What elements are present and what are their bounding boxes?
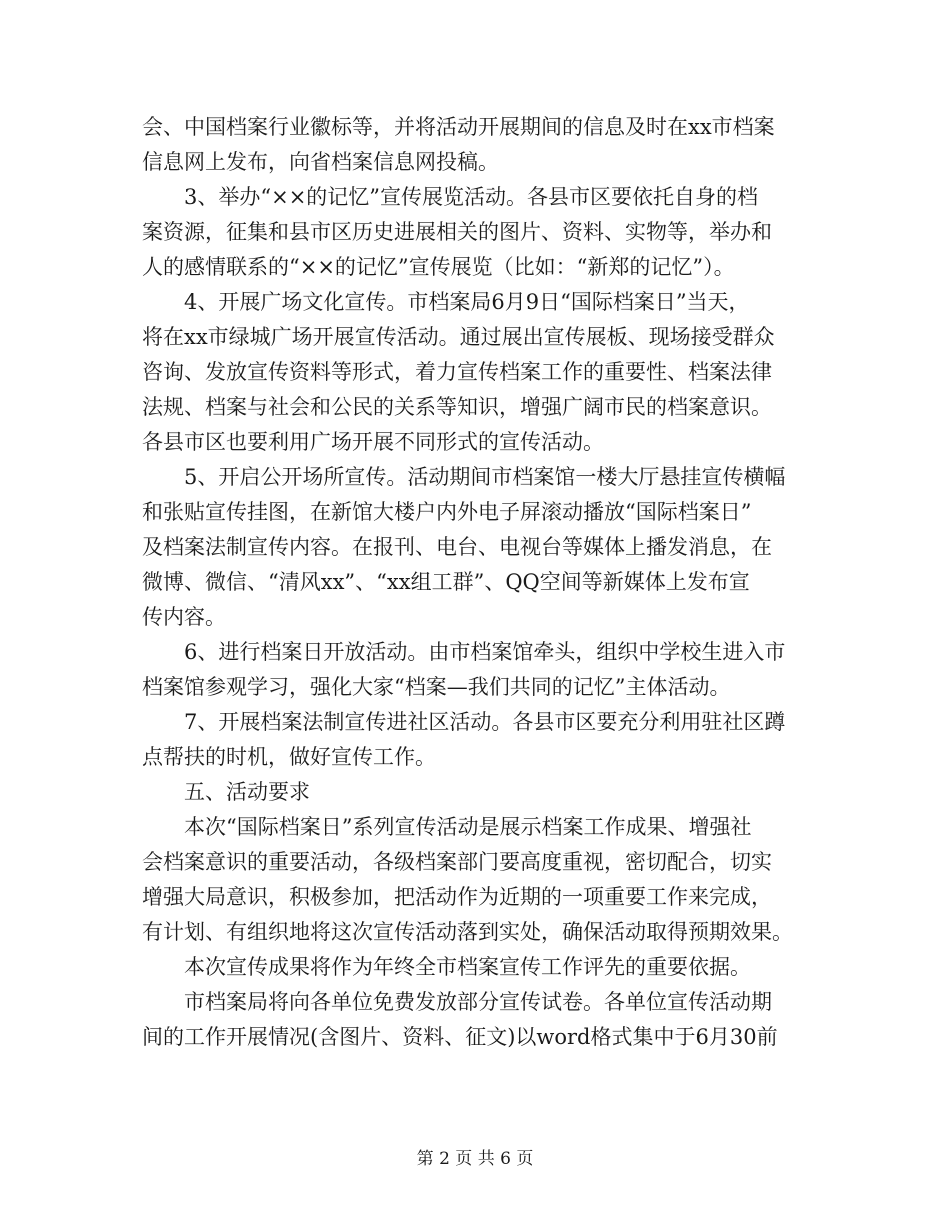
text-line: 法规、档案与社会和公民的关系等知识，增强广阔市民的档案意识。 bbox=[142, 395, 772, 419]
text-line: 4、开展广场文化宣传。市档案局6月9日“国际档案日”当天， bbox=[184, 290, 750, 314]
text-line: 间的工作开展情况(含图片、资料、征文)以word格式集中于6月30前 bbox=[142, 1025, 778, 1049]
text-line: 3、举办“××的记忆”宣传展览活动。各县市区要依托自身的档 bbox=[184, 185, 759, 209]
page-number-footer: 第 2 页 共 6 页 bbox=[416, 1149, 534, 1169]
text-line: 及档案法制宣传内容。在报刊、电台、电视台等媒体上播发消息，在 bbox=[142, 535, 772, 559]
text-line: 增强大局意识，积极参加，把活动作为近期的一项重要工作来完成， bbox=[142, 885, 772, 909]
text-line: 信息网上发布，向省档案信息网投稿。 bbox=[142, 150, 499, 174]
text-line: 会、中国档案行业徽标等，并将活动开展期间的信息及时在xx市档案 bbox=[142, 115, 775, 139]
text-line: 市档案局将向各单位免费发放部分宣传试卷。各单位宣传活动期 bbox=[184, 990, 772, 1014]
text-line: 人的感情联系的“××的记忆”宣传展览（比如：“新郑的记忆”）。 bbox=[142, 255, 735, 279]
text-line: 各县市区也要利用广场开展不同形式的宣传活动。 bbox=[142, 430, 604, 454]
text-line: 7、开展档案法制宣传进社区活动。各县市区要充分利用驻社区蹲 bbox=[184, 710, 786, 734]
text-line: 本次宣传成果将作为年终全市档案宣传工作评先的重要依据。 bbox=[184, 955, 751, 979]
text-line: 6、进行档案日开放活动。由市档案馆牵头，组织中学校生进入市 bbox=[184, 640, 786, 664]
text-line: 有计划、有组织地将这次宣传活动落到实处，确保活动取得预期效果。 bbox=[142, 920, 793, 944]
text-line: 点帮扶的时机，做好宣传工作。 bbox=[142, 745, 436, 769]
text-line: 本次“国际档案日”系列宣传活动是展示档案工作成果、增强社 bbox=[184, 815, 752, 839]
text-line: 传内容。 bbox=[142, 605, 226, 629]
text-line: 五、活动要求 bbox=[184, 780, 310, 804]
text-line: 将在xx市绿城广场开展宣传活动。通过展出宣传展板、现场接受群众 bbox=[142, 325, 775, 349]
text-line: 案资源，征集和县市区历史进展相关的图片、资料、实物等，举办和 bbox=[142, 220, 772, 244]
document-body bbox=[142, 110, 807, 1055]
text-line: 微博、微信、“清风xx”、“xx组工群”、QQ空间等新媒体上发布宣 bbox=[142, 570, 750, 594]
text-line: 档案馆参观学习，强化大家“档案—我们共同的记忆”主体活动。 bbox=[142, 675, 731, 699]
text-line: 咨询、发放宣传资料等形式，着力宣传档案工作的重要性、档案法律 bbox=[142, 360, 772, 384]
text-line: 5、开启公开场所宣传。活动期间市档案馆一楼大厅悬挂宣传横幅 bbox=[184, 465, 786, 489]
text-line: 会档案意识的重要活动，各级档案部门要高度重视，密切配合，切实 bbox=[142, 850, 772, 874]
text-line: 和张贴宣传挂图，在新馆大楼户内外电子屏滚动播放“国际档案日” bbox=[142, 500, 752, 524]
